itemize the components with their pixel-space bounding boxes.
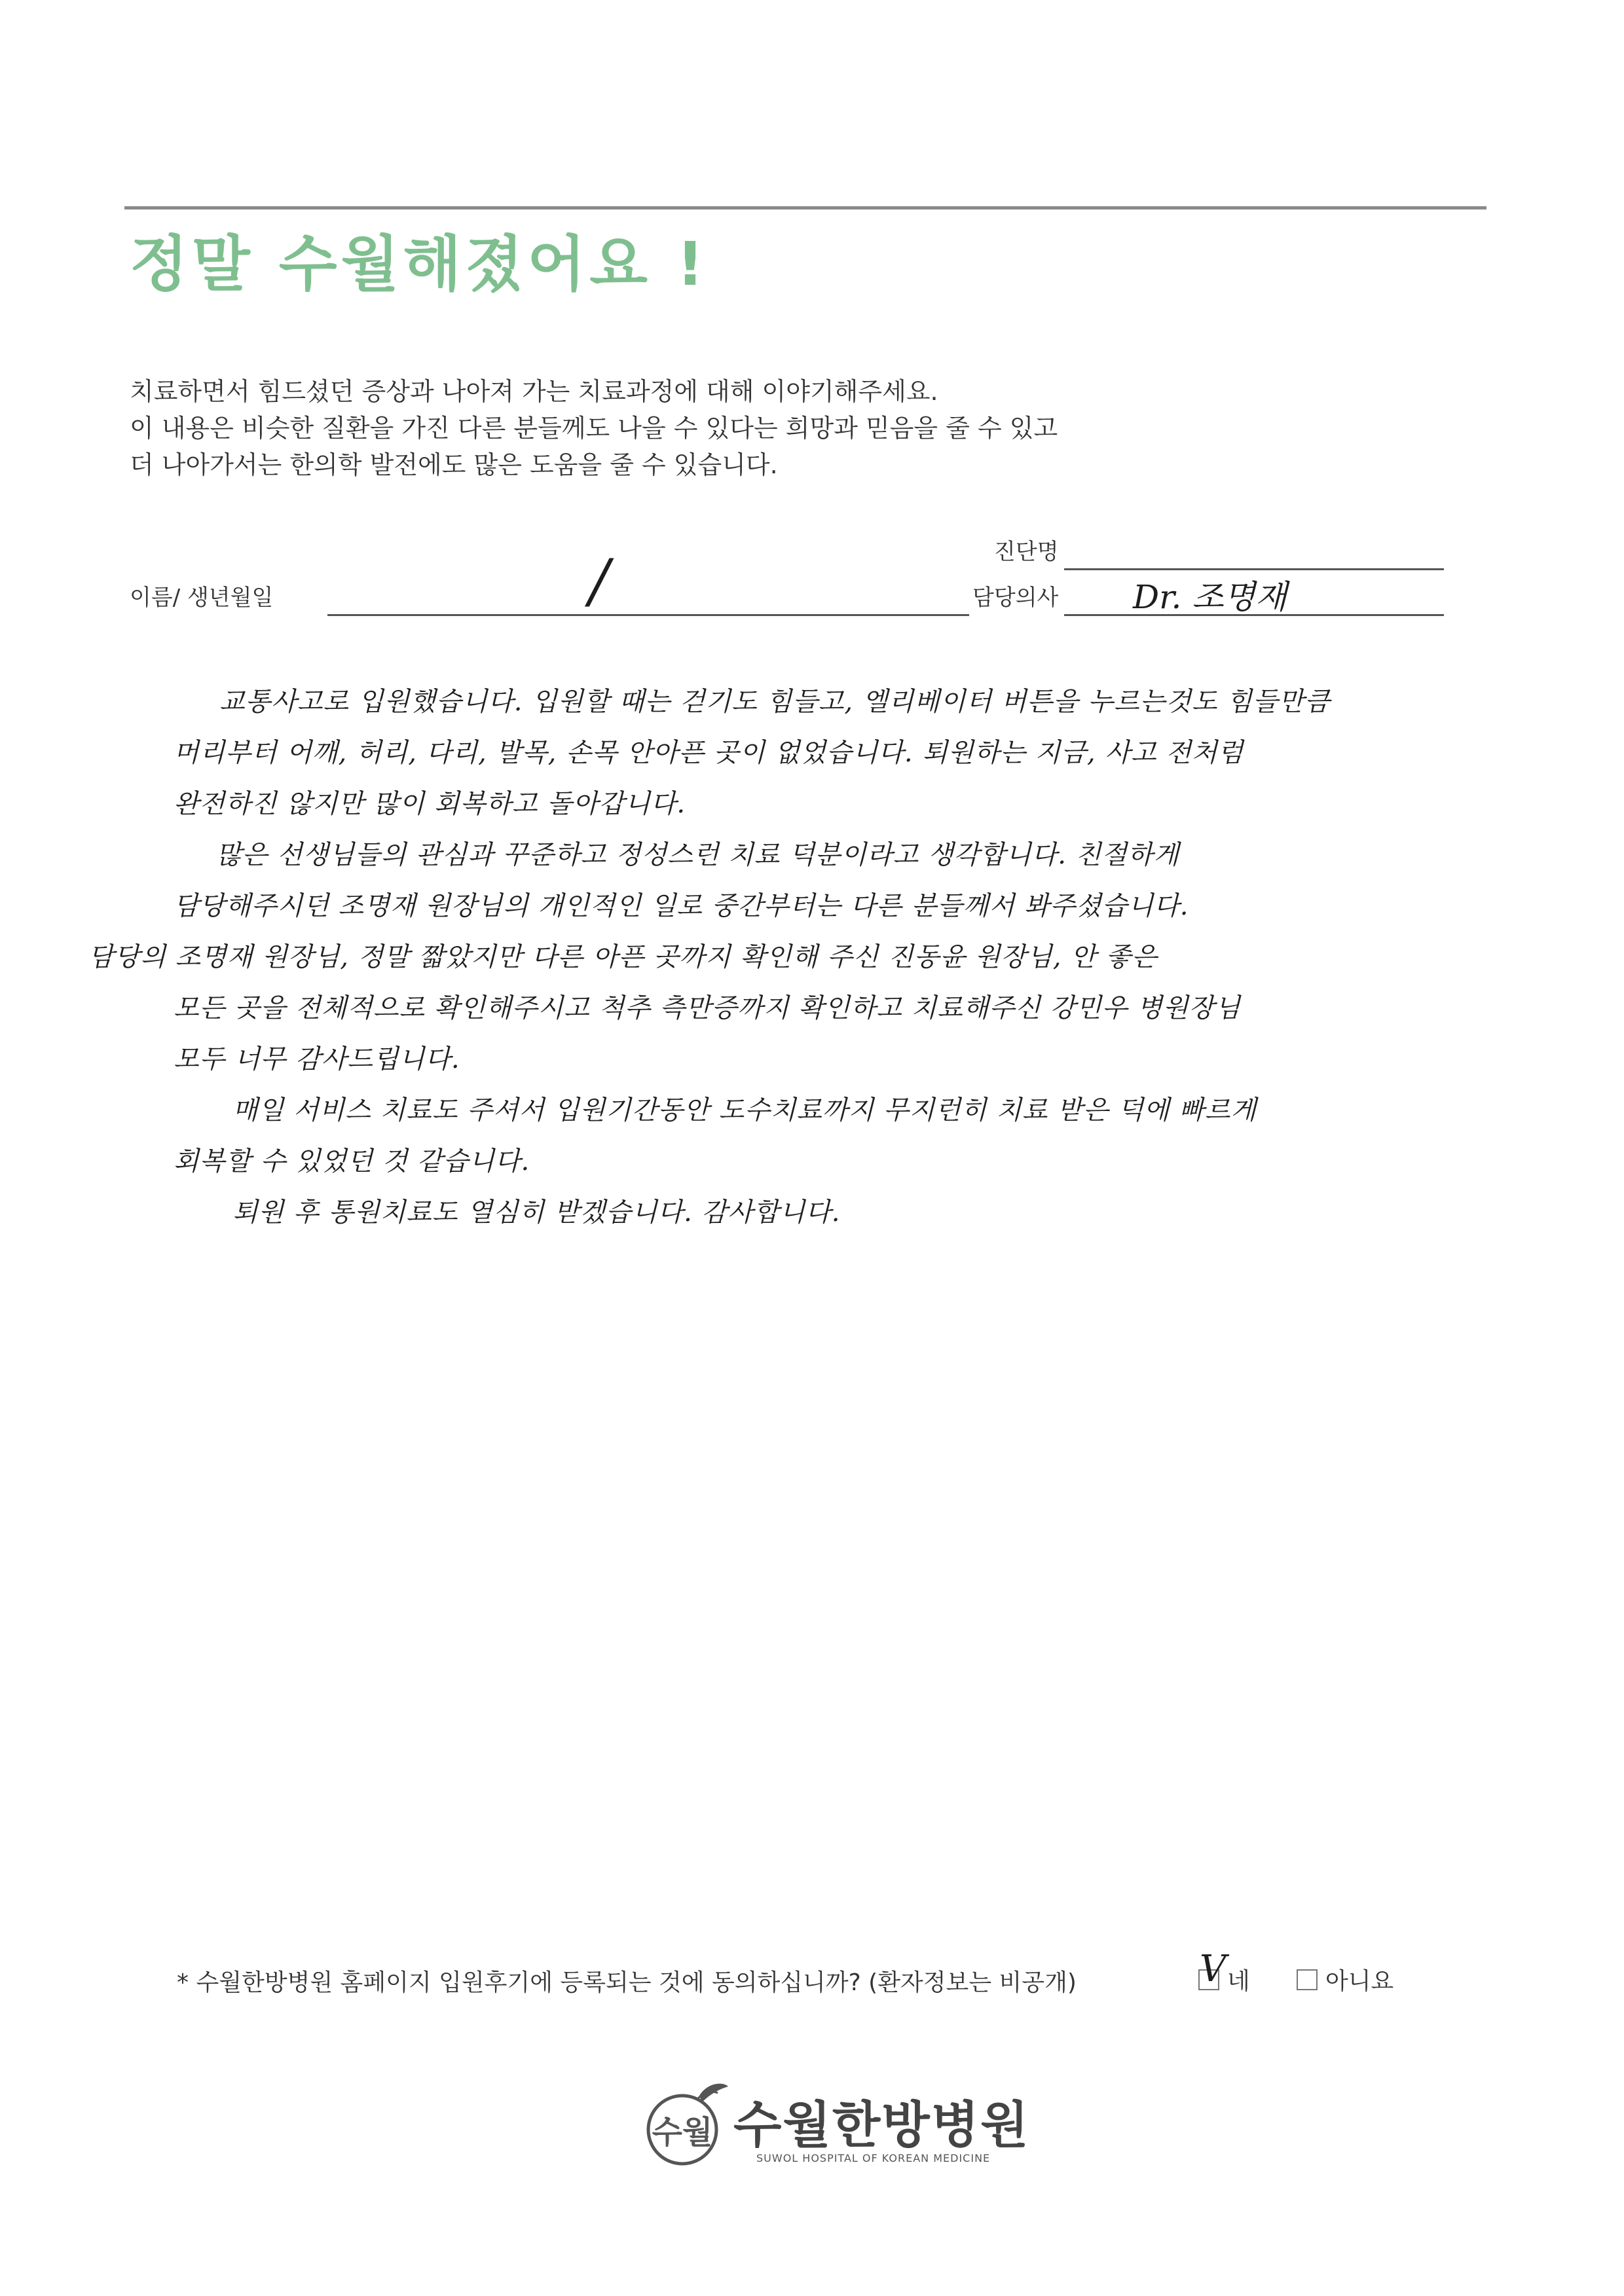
intro-line: 더 나아가서는 한의학 발전에도 많은 도움을 줄 수 있습니다. [130, 450, 778, 479]
review-line: 모든 곳을 전체적으로 확인해주시고 척추 측만증까지 확인하고 치료해주신 강민우 병원장님 [174, 993, 1241, 1023]
logo-name: 수월한방병원 [733, 2096, 1030, 2154]
review-line: 머리부터 어깨, 허리, 다리, 발목, 손목 안아픈 곳이 없었습니다. 퇴원하는 지금, 사고 전처럼 [174, 738, 1244, 768]
logo-emblem-text: 수월 [652, 2114, 713, 2151]
consent-yes-label: 네 [1227, 1968, 1250, 1995]
page-title: 정말 수월해졌어요 ! [130, 229, 708, 299]
review-line: 회복할 수 있었던 것 같습니다. [174, 1146, 530, 1176]
review-line: 매일 서비스 치료도 주셔서 입원기간동안 도수치료까지 무지런히 치료 받은 덕에 빠르게 [232, 1095, 1257, 1125]
header-rule [124, 206, 1486, 210]
diagnosis-label: 진단명 [994, 539, 1059, 565]
consent-no-label: 아니요 [1325, 1968, 1394, 1995]
intro-line: 이 내용은 비슷한 질환을 가진 다른 분들께도 나을 수 있다는 희망과 믿음을 줄 수 있고 [130, 414, 1058, 443]
review-line: 모두 너무 감사드립니다. [174, 1044, 460, 1074]
consent-no-option[interactable] [1297, 1963, 1393, 1996]
review-line: 완전하진 않지만 많이 회복하고 돌아갑니다. [174, 789, 686, 819]
logo-emblem-icon [642, 2079, 733, 2177]
review-line: 담당의 조명재 원장님, 정말 짧았지만 다른 아픈 곳까지 확인해 주신 진동윤 원장님, 안 좋은 [88, 942, 1158, 972]
consent-question: * 수월한방병원 홈페이지 입원후기에 등록되는 것에 동의하십니까? (환자정보는 비공개) [177, 1969, 1077, 1996]
checkbox-no[interactable] [1297, 1969, 1318, 1990]
doctor-value: Dr. 조명재 [1133, 578, 1287, 616]
intro-text [130, 373, 1058, 483]
review-line: 많은 선생님들의 관심과 꾸준하고 정성스런 치료 덕분이라고 생각합니다. 친절하게 [216, 840, 1180, 870]
diagnosis-field[interactable] [1064, 568, 1444, 570]
doctor-label: 담당의사 [972, 585, 1059, 611]
name-birth-field[interactable] [327, 614, 969, 616]
name-birth-value: / [589, 547, 610, 615]
review-line: 교통사고로 입원했습니다. 입원할 때는 걷기도 힘들고, 엘리베이터 버튼을 누르는것도 힘들만큼 [219, 687, 1331, 717]
name-birth-label: 이름/ 생년월일 [130, 585, 274, 611]
check-mark-icon: V [1200, 1948, 1227, 1990]
logo-subtitle: SUWOL HOSPITAL OF KOREAN MEDICINE [756, 2152, 991, 2164]
hospital-logo [642, 2079, 1030, 2177]
review-line: 퇴원 후 통원치료도 열심히 받겠습니다. 감사합니다. [232, 1197, 841, 1228]
intro-line: 치료하면서 힘드셨던 증상과 나아져 가는 치료과정에 대해 이야기해주세요. [130, 377, 938, 406]
review-line: 담당해주시던 조명재 원장님의 개인적인 일로 중간부터는 다른 분들께서 봐주셨습니다. [174, 891, 1189, 921]
